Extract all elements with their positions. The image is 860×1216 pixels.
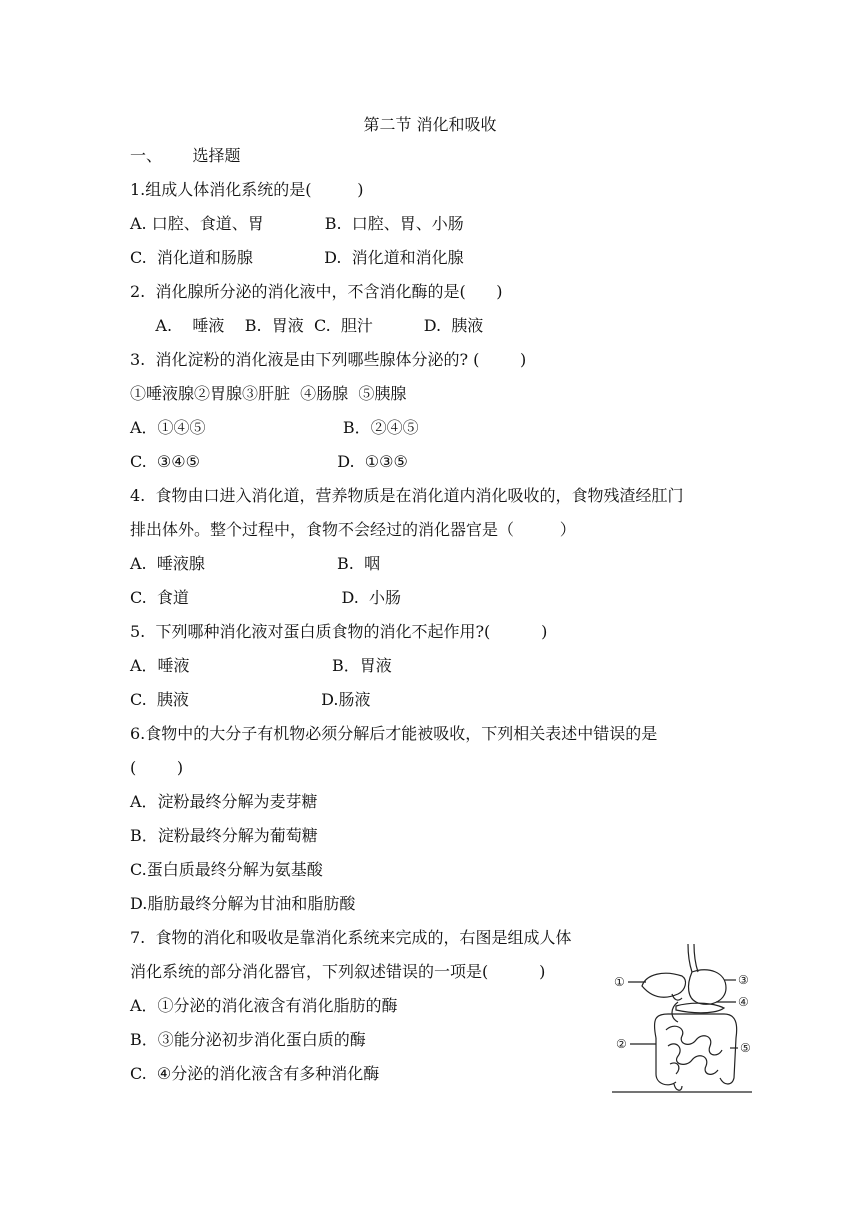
diagram-label-5: ⑤ bbox=[740, 1041, 751, 1055]
question-6: 6.食物中的大分子有机物必须分解后才能被吸收，下列相关表述中错误的是 bbox=[130, 724, 658, 743]
option-line: D.脂肪最终分解为甘油和脂肪酸 bbox=[130, 894, 356, 913]
option-line: A．①分泌的消化液含有消化脂肪的酶 bbox=[130, 996, 398, 1015]
digestive-system-diagram bbox=[612, 938, 760, 1098]
question-7-cont: 消化系统的部分消化器官，下列叙述错误的一项是( ) bbox=[130, 962, 546, 981]
question-7: 7. 食物的消化和吸收是靠消化系统来完成的，右图是组成人体 bbox=[130, 928, 572, 947]
diagram-label-1: ① bbox=[614, 975, 625, 989]
question-3: 3. 消化淀粉的消化液是由下列哪些腺体分泌的? ( ) bbox=[130, 350, 527, 369]
option-line: A．淀粉最终分解为麦芽糖 bbox=[130, 792, 318, 811]
glands-list: ①唾液腺②胃腺③肝脏 ④肠腺 ⑤胰腺 bbox=[130, 384, 407, 403]
option-line: A. 唾液 B. 胃液 C. 胆汁 D. 胰液 bbox=[130, 316, 484, 335]
option-line: C. 消化道和肠腺 D. 消化道和消化腺 bbox=[130, 248, 464, 267]
diagram-label-2: ② bbox=[616, 1037, 627, 1051]
option-line: A．①④⑤ B．②④⑤ bbox=[130, 418, 419, 437]
section-heading: 一、 选择题 bbox=[130, 146, 241, 165]
option-line: C. ③④⑤ D. ①③⑤ bbox=[130, 452, 408, 471]
diagram-label-3: ③ bbox=[738, 973, 749, 987]
question-4: 4. 食物由口进入消化道，营养物质是在消化道内消化吸收的，食物残渣经肛门 bbox=[130, 486, 684, 505]
option-line: C.蛋白质最终分解为氨基酸 bbox=[130, 860, 323, 879]
question-6-cont: ( ) bbox=[130, 758, 184, 777]
option-line: C. 胰液 D.肠液 bbox=[130, 690, 371, 709]
question-4-cont: 排出体外。整个过程中，食物不会经过的消化器官是（ ） bbox=[130, 520, 576, 539]
option-line: A. 口腔、食道、胃 B. 口腔、胃、小肠 bbox=[130, 214, 464, 233]
question-2: 2. 消化腺所分泌的消化液中，不含消化酶的是( ) bbox=[130, 282, 503, 301]
page-title: 第二节 消化和吸收 bbox=[363, 115, 497, 134]
option-line: B．③能分泌初步消化蛋白质的酶 bbox=[130, 1030, 366, 1049]
question-5: 5. 下列哪种消化液对蛋白质食物的消化不起作用?( ) bbox=[130, 622, 548, 641]
option-line: A. 唾液腺 B. 咽 bbox=[130, 554, 381, 573]
diagram-label-4: ④ bbox=[738, 995, 749, 1009]
option-line: C. 食道 D. 小肠 bbox=[130, 588, 402, 607]
option-line: A．唾液 B．胃液 bbox=[130, 656, 392, 675]
option-line: B．淀粉最终分解为葡萄糖 bbox=[130, 826, 318, 845]
option-line: C. ④分泌的消化液含有多种消化酶 bbox=[130, 1064, 380, 1083]
question-1: 1.组成人体消化系统的是( ) bbox=[130, 180, 364, 199]
